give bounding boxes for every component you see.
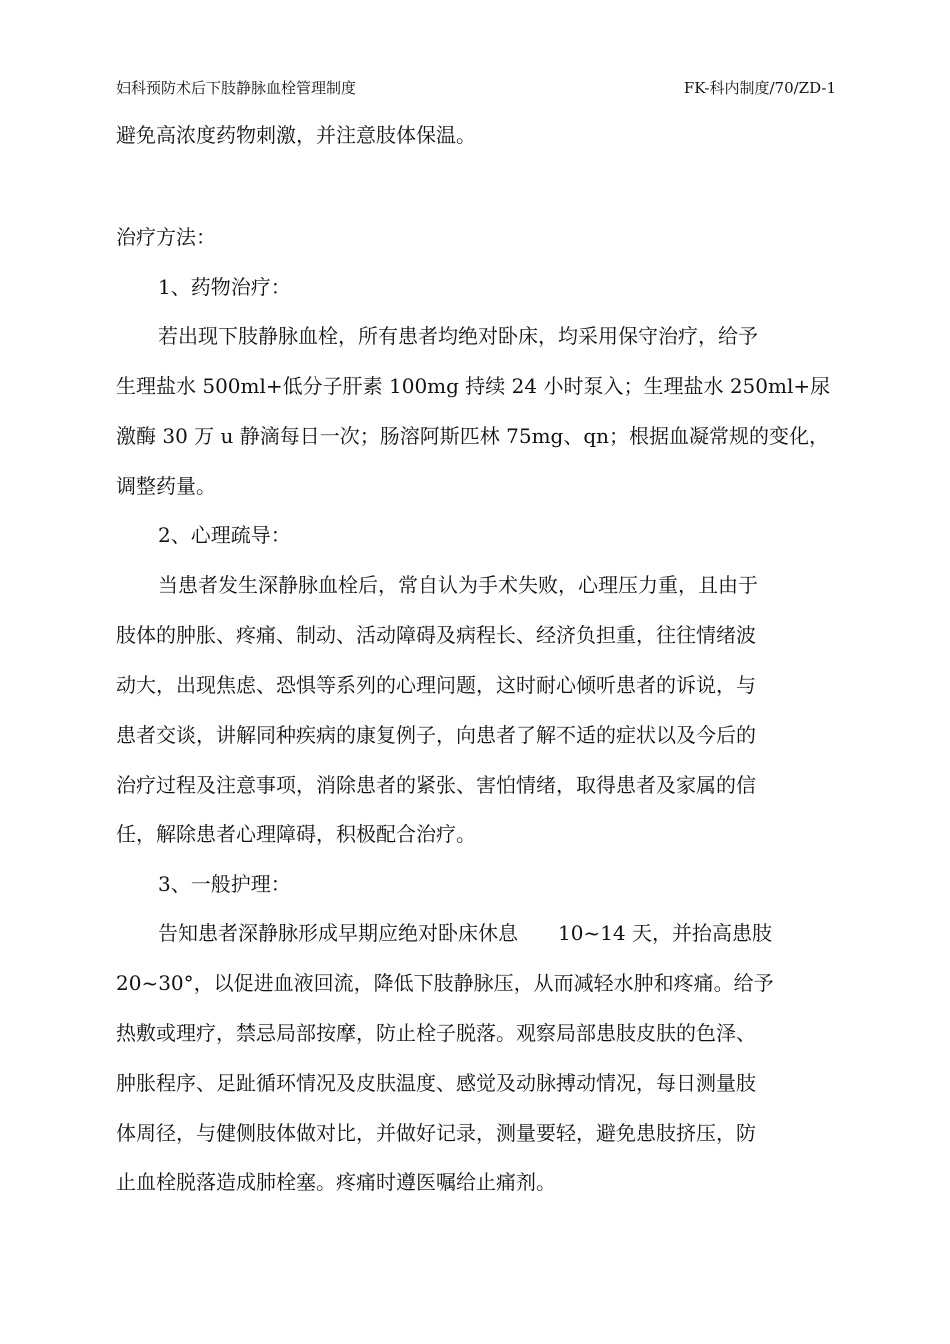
body-line: 调整药量。: [116, 474, 216, 498]
body-line: 治疗过程及注意事项，消除患者的紧张、害怕情绪，取得患者及家属的信: [116, 773, 756, 797]
header-document-code: FK-科内制度/70/ZD-1: [683, 79, 836, 97]
body-line: 患者交谈，讲解同种疾病的康复例子，向患者了解不适的症状以及今后的: [116, 723, 756, 747]
body-line: 肿胀程序、足趾循环情况及皮肤温度、感觉及动脉搏动情况，每日测量肢: [116, 1071, 756, 1095]
body-line: 生理盐水 500ml+低分子肝素 100mg 持续 24 小时泵入；生理盐水 250ml+尿: [116, 374, 831, 398]
body-line: 止血栓脱落造成肺栓塞。疼痛时遵医嘱给止痛剂。: [116, 1170, 556, 1194]
body-line: 肢体的肿胀、疼痛、制动、活动障碍及病程长、经济负担重，往往情绪波: [116, 623, 756, 647]
subheading-psychological-guidance: 2、心理疏导：: [158, 523, 291, 547]
subheading-drug-therapy: 1、药物治疗：: [158, 275, 291, 299]
page-header: [116, 76, 836, 100]
body-line: 体周径，与健侧肢体做对比，并做好记录，测量要轻，避免患肢挤压，防: [116, 1121, 756, 1145]
header-document-title: 妇科预防术后下肢静脉血栓管理制度: [116, 79, 357, 97]
body-line: 动大，出现焦虑、恐惧等系列的心理问题，这时耐心倾听患者的诉说，与: [116, 673, 756, 697]
body-line: 避免高浓度药物刺激，并注意肢体保温。: [116, 123, 476, 147]
body-line: 当患者发生深静脉血栓后，常自认为手术失败，心理压力重，且由于: [158, 573, 758, 597]
body-line: 热敷或理疗，禁忌局部按摩，防止栓子脱落。观察局部患肢皮肤的色泽、: [116, 1021, 756, 1045]
body-line: 任，解除患者心理障碍，积极配合治疗。: [116, 822, 476, 846]
body-line: 20~30°，以促进血液回流，降低下肢静脉压，从而减轻水肿和疼痛。给予: [116, 971, 774, 995]
subheading-general-care: 3、一般护理：: [158, 872, 291, 896]
body-line: 告知患者深静脉形成早期应绝对卧床休息 10~14 天，并抬高患肢: [158, 921, 773, 945]
body-line: 激酶 30 万 u 静滴每日一次；肠溶阿斯匹林 75mg、qn；根据血凝常规的变化，: [116, 424, 830, 448]
section-heading-treatment: 治疗方法：: [116, 225, 216, 249]
body-line: 若出现下肢静脉血栓，所有患者均绝对卧床，均采用保守治疗，给予: [158, 324, 758, 348]
